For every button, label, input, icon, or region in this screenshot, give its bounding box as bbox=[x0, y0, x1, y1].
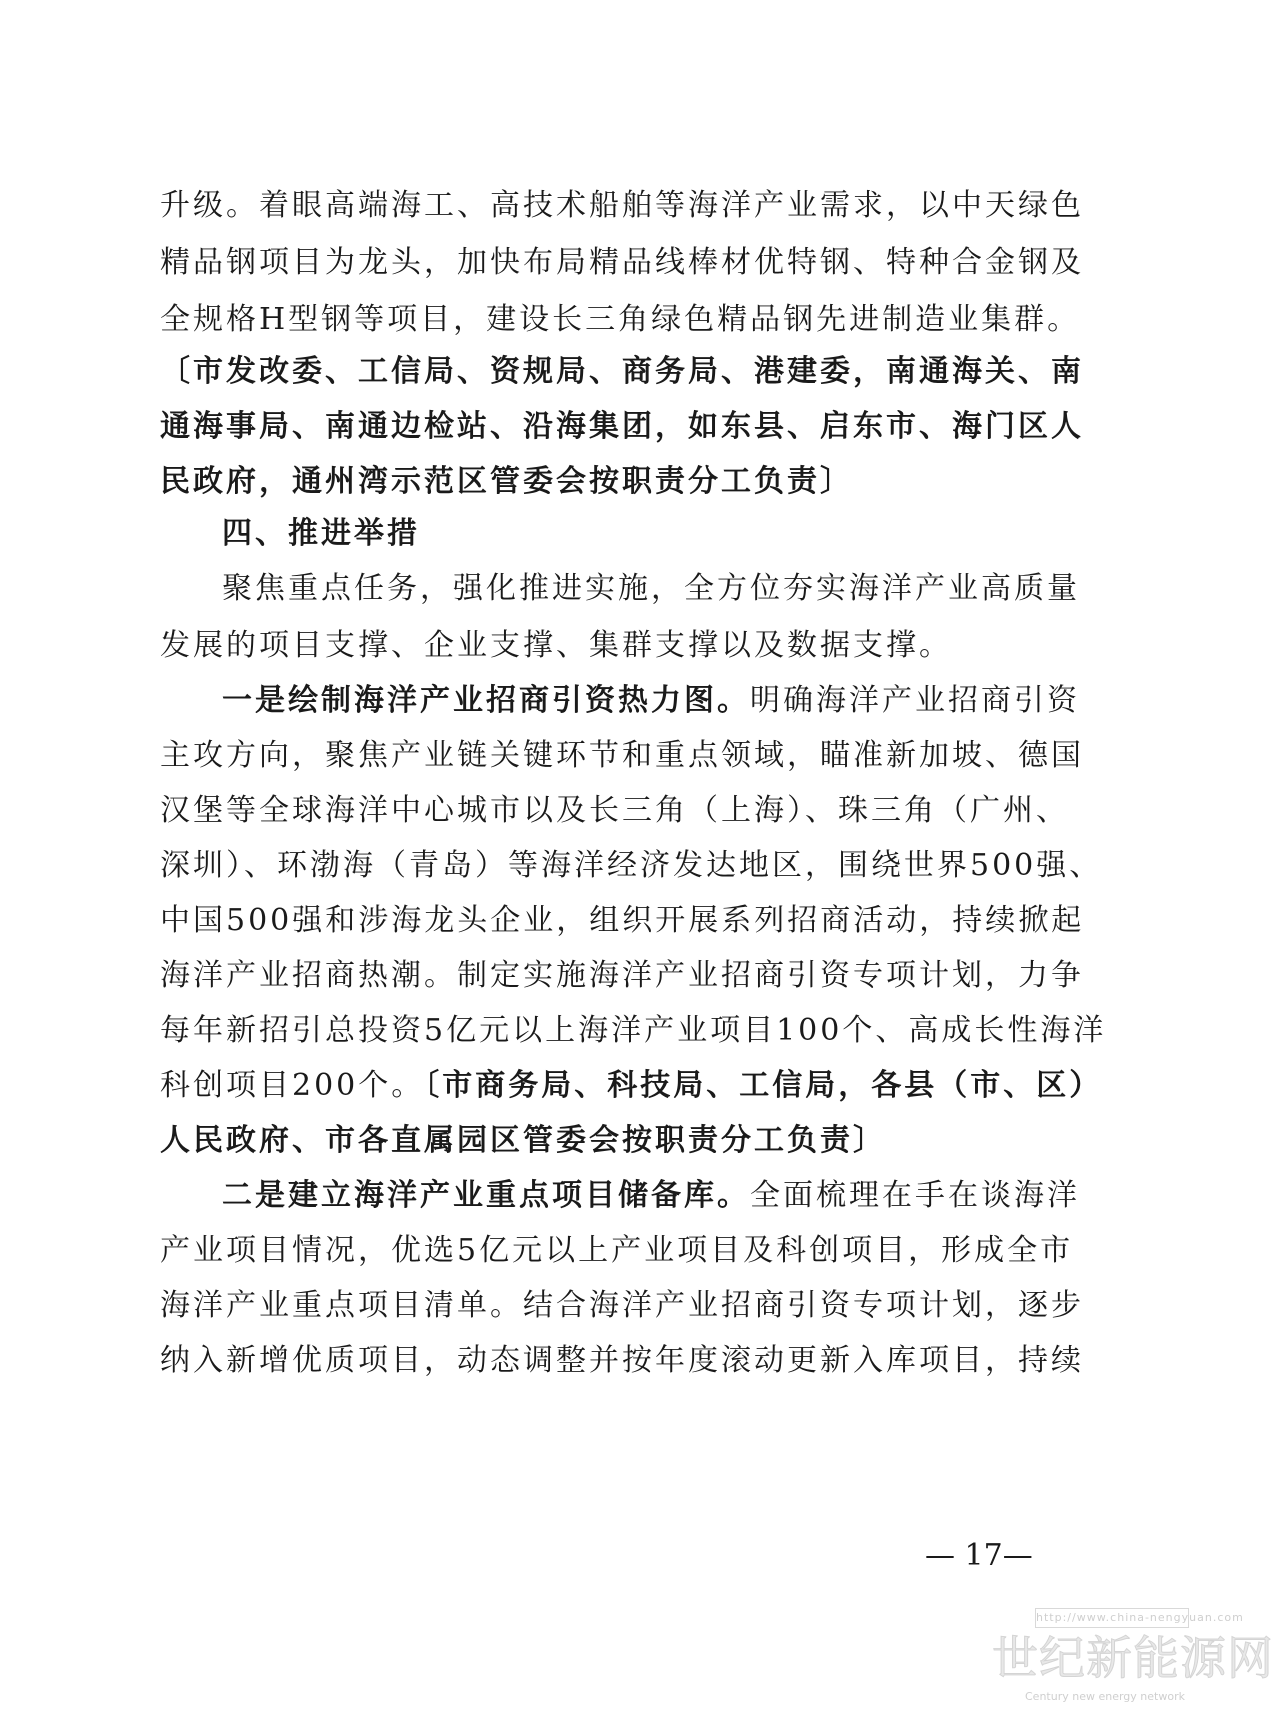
item-one-line-3: 汉堡等全球海洋中心城市以及长三角（上海）、珠三角（广州、 bbox=[160, 793, 1069, 828]
item-one-responsibility: 〔市商务局、科技局、工信局，各县（市、区） bbox=[424, 1068, 1103, 1103]
responsibility-line-3: 民政府，通州湾示范区管委会按职责分工负责〕 bbox=[160, 464, 853, 499]
responsibility-line-1: 〔市发改委、工信局、资规局、商务局、港建委，南通海关、南 bbox=[160, 354, 1084, 389]
item-one-line-7: 每年新招引总投资5亿元以上海洋产业项目100个、高成长性海洋 bbox=[160, 1013, 1107, 1048]
body-line-2: 精品钢项目为龙头，加快布局精品线棒材优特钢、特种合金钢及 bbox=[160, 245, 1084, 280]
body-line-1: 升级。着眼高端海工、高技术船舶等海洋产业需求，以中天绿色 bbox=[160, 188, 1084, 223]
item-one-line-9: 人民政府、市各直属园区管委会按职责分工负责〕 bbox=[160, 1123, 886, 1158]
item-one-line-4: 深圳）、环渤海（青岛）等海洋经济发达地区，围绕世界500强、 bbox=[160, 848, 1103, 883]
item-two-title: 二是建立海洋产业重点项目储备库。 bbox=[222, 1178, 750, 1213]
watermark-logo: 世纪新能源网 bbox=[992, 1631, 1274, 1685]
item-one-line-5: 中国500强和涉海龙头企业，组织开展系列招商活动，持续掀起 bbox=[160, 903, 1085, 938]
responsibility-line-2: 通海事局、南通边检站、沿海集团，如东县、启东市、海门区人 bbox=[160, 409, 1084, 444]
item-two-line-4: 纳入新增优质项目，动态调整并按年度滚动更新入库项目，持续 bbox=[160, 1343, 1084, 1378]
item-two-line-1 bbox=[222, 1176, 1080, 1216]
item-two-line-2: 产业项目情况，优选5亿元以上产业项目及科创项目，形成全市 bbox=[160, 1233, 1074, 1268]
watermark-url: http://www.china-nengyuan.com bbox=[1035, 1608, 1189, 1628]
page-number: — 17— bbox=[925, 1538, 1033, 1573]
body-line-3: 全规格H型钢等项目，建设长三角绿色精品钢先进制造业集群。 bbox=[160, 302, 1081, 337]
item-one-line-6: 海洋产业招商热潮。制定实施海洋产业招商引资专项计划，力争 bbox=[160, 958, 1084, 993]
intro-line-2: 发展的项目支撑、企业支撑、集群支撑以及数据支撑。 bbox=[160, 628, 952, 663]
item-one-line-8 bbox=[160, 1066, 1103, 1106]
item-one-title: 一是绘制海洋产业招商引资热力图。 bbox=[222, 683, 750, 718]
intro-line-1: 聚焦重点任务，强化推进实施，全方位夯实海洋产业高质量 bbox=[222, 571, 1080, 606]
item-two-line-3: 海洋产业重点项目清单。结合海洋产业招商引资专项计划，逐步 bbox=[160, 1288, 1084, 1323]
item-one-line-1 bbox=[222, 681, 1080, 721]
watermark-subtitle: Century new energy network bbox=[1025, 1690, 1185, 1703]
item-one-line-2: 主攻方向，聚焦产业链关键环节和重点领域，瞄准新加坡、德国 bbox=[160, 738, 1084, 773]
item-one-text: 明确海洋产业招商引资 bbox=[750, 683, 1080, 718]
item-two-text: 全面梳理在手在谈海洋 bbox=[750, 1178, 1080, 1213]
item-one-text-end: 科创项目200个。 bbox=[160, 1068, 425, 1103]
section-heading: 四、推进举措 bbox=[222, 516, 420, 551]
